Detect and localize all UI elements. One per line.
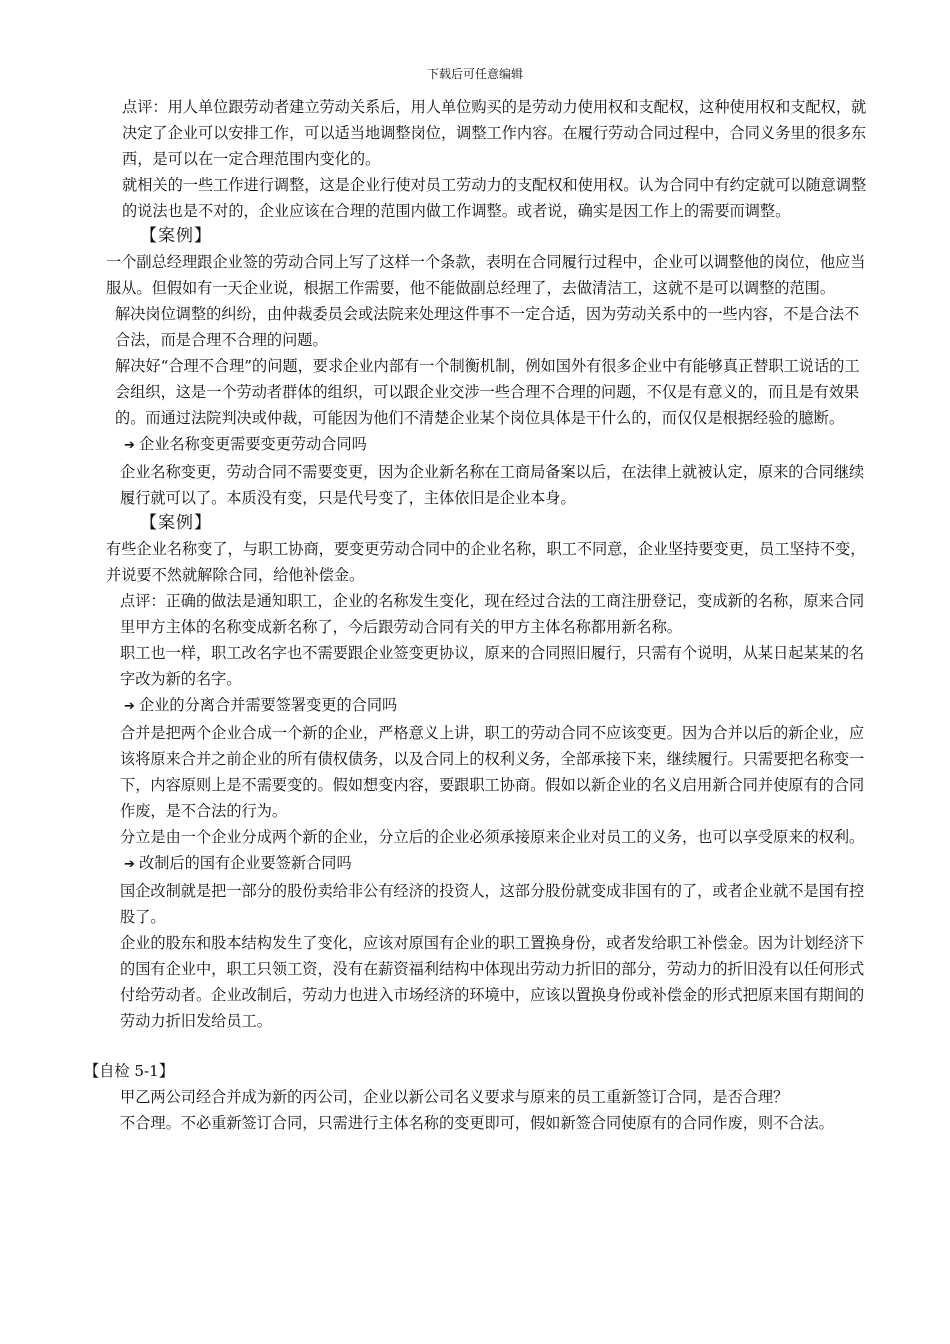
self-check-answer: 不合理。不必重新签订合同，只需进行主体名称的变更即可，假如新签合同使原有的合同作废，则不合法。 [120, 1114, 834, 1132]
spacer [84, 1034, 870, 1058]
section-heading-merger [84, 692, 870, 720]
paragraph-employee-rename: 职工也一样，职工改名字也不需要跟企业签变更协议，原来的合同照旧履行，只需有个说明，从某日起某某的名字改为新的名字。 [120, 644, 865, 688]
section-heading-label: 企业名称变更需要变更劳动合同吗 [139, 435, 367, 453]
paragraph-comment-2: 点评：正确的做法是通知职工，企业的名称发生变化，现在经过合法的工商注册登记，变成新的名称，原来合同里甲方主体的名称变成新名称了，今后跟劳动合同有关的甲方主体名称都用新名称。 [120, 592, 865, 636]
paragraph-adjustment: 就相关的一些工作进行调整，这是企业行使对员工劳动力的支配权和使用权。认为合同中有约定就可以随意调整的说法也是不对的，企业应该在合理的范围内做工作调整。或者说，确实是因工作上的需要而调整。 [122, 176, 867, 220]
paragraph-case-1: 一个副总经理跟企业签的劳动合同上写了这样一个条款，表明在合同履行过程中，企业可以调整他的岗位，他应当服从。但假如有一天企业说，根据工作需要，他不能做副总经理了，去做清洁工，这就不是可以调整的范围。 [106, 253, 866, 297]
arrow-icon: ➔ [124, 438, 135, 453]
document-body [84, 94, 870, 1136]
paragraph-comment-1: 点评：用人单位跟劳动者建立劳动关系后，用人单位购买的是劳动力使用权和支配权，这种使用权和支配权，就决定了企业可以安排工作，可以适当地调整岗位，调整工作内容。在履行劳动合同过程中，合同义务里的很多东西，是可以在一定合理范围内变化的。 [122, 98, 867, 168]
section-heading-name-change [84, 431, 870, 459]
section-heading-label: 改制后的国有企业要签新合同吗 [139, 854, 352, 872]
self-check-heading: 【自检 5-1】 [84, 1062, 175, 1080]
paragraph-shareholders: 企业的股东和股本结构发生了变化，应该对原国有企业的职工置换身份，或者发给职工补偿金。因为计划经济下的国有企业中，职工只领工资，没有在薪资福利结构中体现出劳动力折旧的部分，劳动力的折旧没有以任何形式付给劳动者。企业改制后，劳动力也进入市场经济的环境中，应该以置换身份或补偿金的形式把原来国有期间的劳动力折旧发给员工。 [120, 934, 865, 1030]
section-heading-restructure [84, 850, 870, 878]
self-check-question: 甲乙两公司经合并成为新的丙公司，企业以新公司名义要求与原来的员工重新签订合同，是否合理？ [120, 1088, 789, 1106]
paragraph-restructure: 国企改制就是把一部分的股份卖给非公有经济的投资人，这部分股份就变成非国有的了，或者企业就不是国有控股了。 [120, 882, 865, 926]
case-heading-2: 【案例】 [140, 513, 212, 533]
paragraph-name-change: 企业名称变更，劳动合同不需要变更，因为企业新名称在工商局备案以后，在法律上就被认定，原来的合同继续履行就可以了。本质没有变，只是代号变了，主体依旧是企业本身。 [120, 463, 865, 507]
paragraph-balance: 解决好“合理不合理”的问题，要求企业内部有一个制衡机制，例如国外有很多企业中有能够真正替职工说话的工会组织，这是一个劳动者群体的组织，可以跟企业交涉一些合理不合理的问题，不仅是有意义的，而且是有效果的。而通过法院判决或仲裁，可能因为他们不清楚企业某个岗位具体是干什么的，而仅仅是根据经验的臆断。 [115, 357, 860, 427]
arrow-icon: ➔ [124, 857, 135, 872]
paragraph-case-2: 有些企业名称变了，与职工协商，要变更劳动合同中的企业名称，职工不同意，企业坚持要变更，员工坚持不变，并说要不然就解除合同，给他补偿金。 [106, 540, 866, 584]
page-header: 下载后可任意编辑 [426, 67, 523, 81]
section-heading-label: 企业的分离合并需要签署变更的合同吗 [139, 696, 398, 714]
arrow-icon: ➔ [124, 699, 135, 714]
paragraph-merger: 合并是把两个企业合成一个新的企业，严格意义上讲，职工的劳动合同不应该变更。因为合并以后的新企业，应该将原来合并之前企业的所有债权债务，以及合同上的权利义务，全部承接下来，继续履行。只需要把名称变一下，内容原则上是不需要变的。假如想变内容，要跟职工协商。假如以新企业的名义启用新合同并使原有的合同作废，是不合法的行为。 [120, 724, 865, 820]
case-heading-1: 【案例】 [140, 226, 212, 246]
paragraph-split: 分立是由一个企业分成两个新的企业，分立后的企业必须承接原来企业对员工的义务，也可以享受原来的权利。 [120, 828, 865, 846]
paragraph-dispute: 解决岗位调整的纠纷，由仲裁委员会或法院来处理这件事不一定合适，因为劳动关系中的一些内容，不是合法不合法，而是合理不合理的问题。 [115, 305, 860, 349]
